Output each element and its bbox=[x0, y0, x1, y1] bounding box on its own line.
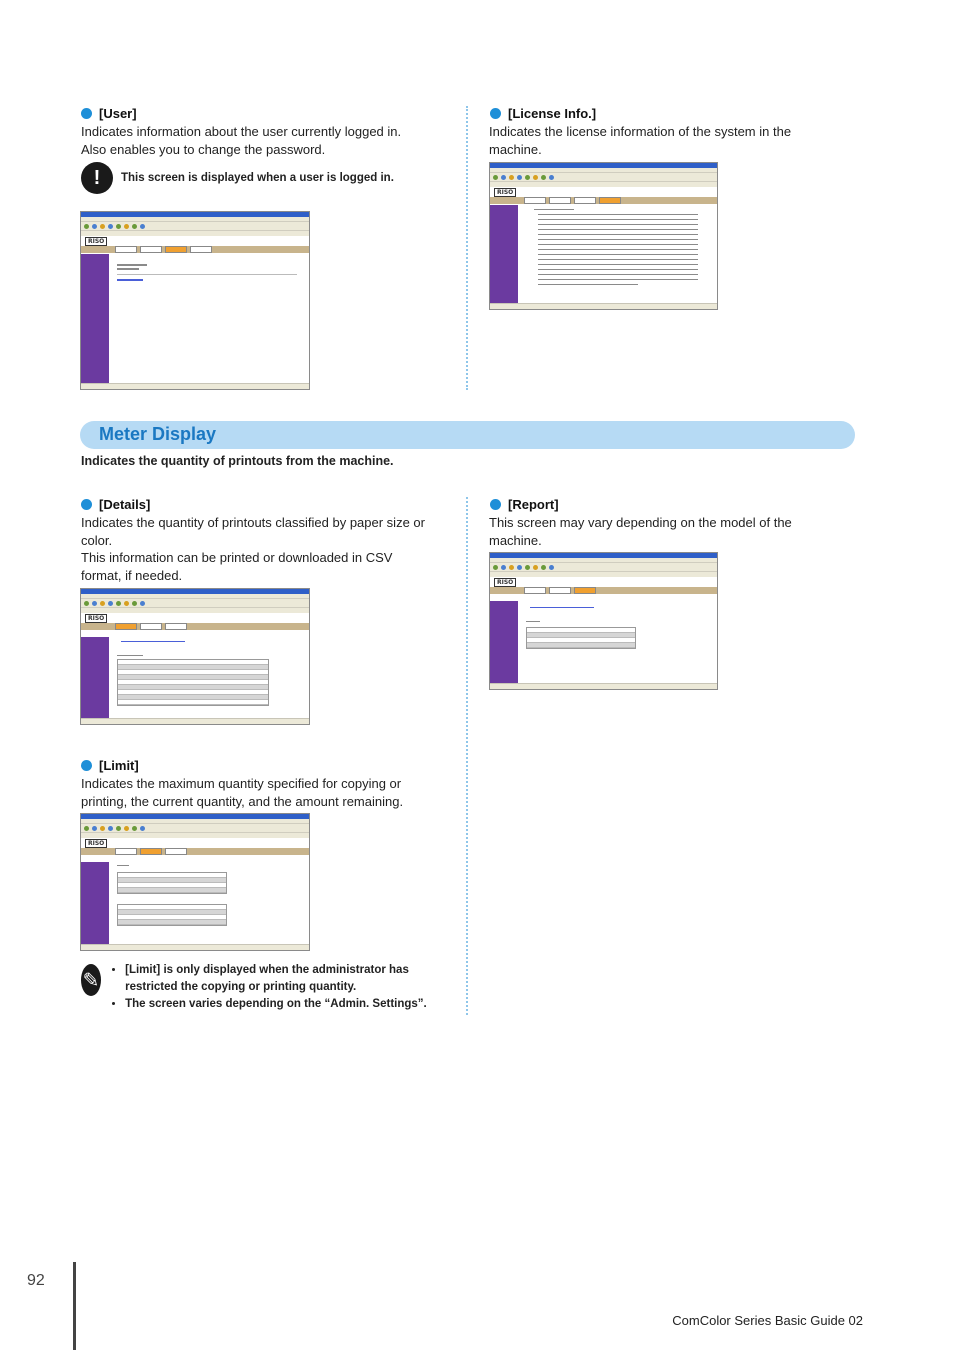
note-icon: ✎ bbox=[81, 964, 101, 996]
license-heading-text: [License Info.] bbox=[508, 106, 597, 121]
report-screenshot: RISO bbox=[489, 552, 718, 690]
limit-notes bbox=[81, 962, 451, 1013]
section-title: Meter Display bbox=[99, 424, 217, 444]
report-description-line: This screen may vary depending on the model of the bbox=[489, 515, 792, 530]
report-description-line: machine. bbox=[489, 532, 542, 548]
report-description bbox=[489, 514, 859, 549]
user-heading bbox=[81, 106, 137, 121]
details-screenshot: RISO bbox=[80, 588, 310, 725]
bullet-icon bbox=[81, 760, 92, 771]
column-divider-top bbox=[466, 106, 468, 390]
details-description-line: color. bbox=[81, 532, 113, 548]
license-description-line: Indicates the license information of the system in the bbox=[489, 124, 792, 139]
details-description-line: format, if needed. bbox=[81, 567, 183, 583]
license-heading bbox=[490, 106, 596, 121]
details-heading bbox=[81, 497, 150, 512]
license-screenshot: RISO bbox=[489, 162, 718, 310]
page-number: 92 bbox=[27, 1272, 45, 1289]
bullet-icon bbox=[81, 499, 92, 510]
bullet-icon bbox=[490, 499, 501, 510]
guide-title: ComColor Series Basic Guide 02 bbox=[672, 1313, 863, 1328]
user-note-text: This screen is displayed when a user is logged in. bbox=[121, 172, 394, 184]
license-description bbox=[489, 123, 859, 158]
section-header-bar bbox=[80, 421, 855, 449]
important-icon: ! bbox=[81, 162, 113, 194]
limit-note-item: • [Limit] is only displayed when the administrator has restricted the copying or printing quantity. bbox=[125, 962, 451, 996]
limit-note-item: • The screen varies depending on the “Admin. Settings”. bbox=[125, 996, 451, 1013]
license-description-line: machine. bbox=[489, 141, 542, 157]
details-description bbox=[81, 514, 456, 584]
user-note bbox=[81, 162, 394, 194]
user-description-line: Indicates information about the user currently logged in. bbox=[81, 124, 402, 139]
details-heading-text: [Details] bbox=[99, 497, 151, 512]
details-description-line: Indicates the quantity of printouts classified by paper size or bbox=[81, 515, 425, 530]
user-description bbox=[81, 123, 451, 158]
limit-description bbox=[81, 775, 456, 810]
details-description-line: This information can be printed or downloaded in CSV bbox=[81, 550, 393, 565]
limit-screenshot: RISO bbox=[80, 813, 310, 951]
user-heading-text: [User] bbox=[99, 106, 137, 121]
footer-bar bbox=[73, 1262, 76, 1350]
user-screenshot: RISO bbox=[80, 211, 310, 390]
limit-notes-list bbox=[111, 962, 451, 1013]
bullet-icon bbox=[490, 108, 501, 119]
limit-heading bbox=[81, 758, 139, 773]
meter-intro: Indicates the quantity of printouts from the machine. bbox=[81, 454, 394, 468]
limit-description-line: printing, the current quantity, and the amount remaining. bbox=[81, 793, 404, 809]
column-divider-bottom bbox=[466, 497, 468, 1015]
user-description-line: Also enables you to change the password. bbox=[81, 141, 326, 157]
bullet-icon bbox=[81, 108, 92, 119]
limit-heading-text: [Limit] bbox=[99, 758, 139, 773]
report-heading-text: [Report] bbox=[508, 497, 559, 512]
report-heading bbox=[490, 497, 559, 512]
limit-description-line: Indicates the maximum quantity specified for copying or bbox=[81, 776, 402, 791]
